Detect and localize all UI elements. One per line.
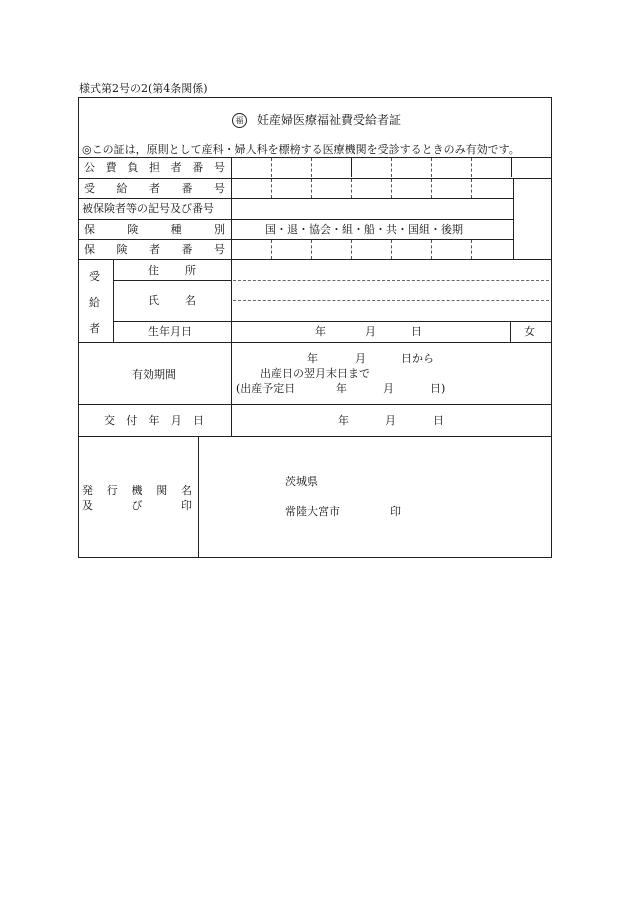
label-char: 者 [170, 161, 182, 174]
label-char: 種 [170, 223, 182, 236]
label-char: び [131, 499, 143, 512]
validity-from-month: 月 [355, 352, 366, 365]
label-char: 負 [127, 161, 139, 174]
label-char: 費 [105, 161, 117, 174]
validity-until-text: 出産日の翌月末日まで [260, 367, 370, 380]
label-char: 番 [181, 182, 193, 195]
rule [78, 342, 552, 343]
label-char: 名 [181, 484, 192, 497]
label-char: 号 [214, 182, 225, 195]
label-char: 交 [104, 414, 115, 427]
label-char: 号 [213, 161, 225, 174]
rule [78, 436, 552, 437]
label-char: 所 [185, 264, 196, 277]
label-char: 番 [181, 243, 193, 256]
rule [231, 157, 232, 342]
rule [113, 259, 114, 342]
issuer-prefecture: 茨城県 [285, 475, 318, 488]
label-char: 名 [185, 294, 196, 307]
label-char: 発 [82, 484, 93, 497]
rule [231, 342, 232, 436]
issue-month: 月 [385, 414, 396, 427]
label-char: 号 [214, 243, 225, 256]
insurance-type-options: 国・退・協会・組・船・共・国組・後期 [265, 223, 463, 236]
due-date-day: 日) [430, 382, 446, 395]
label-char: 給 [89, 296, 100, 309]
issue-day: 日 [433, 414, 444, 427]
sex-value: 女 [524, 325, 535, 338]
label-char: 受 [84, 182, 95, 195]
dob-label: 生年月日 [148, 325, 192, 338]
dob-month: 月 [365, 325, 376, 338]
label-char: 機 [131, 484, 143, 497]
payer-number-label [84, 162, 225, 173]
dob-day: 日 [411, 325, 422, 338]
issuer-label-line2 [82, 500, 192, 511]
insurance-type-label [84, 224, 225, 235]
rule [513, 178, 514, 259]
rule [78, 404, 552, 405]
label-char: 担 [148, 161, 160, 174]
rule [113, 280, 231, 281]
certificate-title [232, 113, 401, 128]
dob-year: 年 [315, 325, 326, 338]
label-char: 付 [126, 414, 138, 427]
issuer-seal: 印 [390, 505, 401, 518]
title-text: 妊産婦医療福祉費受給者証 [257, 113, 402, 127]
recipient-number-label [84, 183, 225, 194]
label-char: 給 [116, 182, 128, 195]
form-reference: 様式第2号の2(第4条関係) [79, 82, 208, 95]
validity-from-year: 年 [307, 352, 318, 365]
due-date-month: 月 [383, 382, 394, 395]
issuer-city: 常陸大宮市 [285, 505, 340, 518]
label-char: 印 [181, 499, 192, 512]
label-char: 年 [148, 414, 160, 427]
rule [78, 157, 552, 158]
issuer-label-line1 [82, 485, 192, 496]
issue-year: 年 [338, 414, 349, 427]
rule [78, 178, 552, 179]
welfare-badge-icon: 福 [232, 113, 247, 128]
rule [78, 219, 513, 220]
label-char: 険 [116, 243, 128, 256]
label-char: 者 [89, 322, 100, 335]
rule [78, 198, 513, 199]
label-char: 者 [149, 182, 160, 195]
rule [78, 239, 513, 240]
validity-from-day: 日から [401, 352, 434, 365]
label-char: 保 [84, 243, 95, 256]
label-char: 別 [213, 223, 225, 236]
label-char: 日 [193, 414, 204, 427]
issue-date-label [104, 415, 204, 426]
label-char: 番 [192, 161, 204, 174]
due-date-year: 年 [336, 382, 347, 395]
notice-text: ◎この証は，原則として産科・婦人科を標榜する医療機関を受診するときのみ有効です。 [82, 143, 520, 156]
label-char: 公 [84, 161, 95, 174]
rule [113, 321, 552, 322]
address-label [148, 265, 196, 276]
recipient-group-label [89, 271, 100, 334]
insurer-number-label [84, 244, 225, 255]
label-char: 及 [82, 499, 93, 512]
label-char: 保 [84, 223, 95, 236]
rule [198, 436, 199, 558]
rule [510, 321, 511, 342]
label-char: 者 [149, 243, 160, 256]
label-char: 月 [170, 414, 182, 427]
label-char: 受 [89, 270, 100, 283]
label-char: 氏 [148, 294, 159, 307]
rule [78, 259, 552, 260]
label-char: 険 [127, 223, 139, 236]
insured-symbol-label: 被保険者等の記号及び番号 [82, 202, 214, 215]
label-char: 行 [106, 484, 118, 497]
name-label [148, 295, 196, 306]
label-char: 関 [156, 484, 168, 497]
label-char: 住 [148, 264, 159, 277]
validity-label: 有効期間 [132, 368, 176, 381]
due-date-prefix: (出産予定日 [236, 382, 296, 395]
